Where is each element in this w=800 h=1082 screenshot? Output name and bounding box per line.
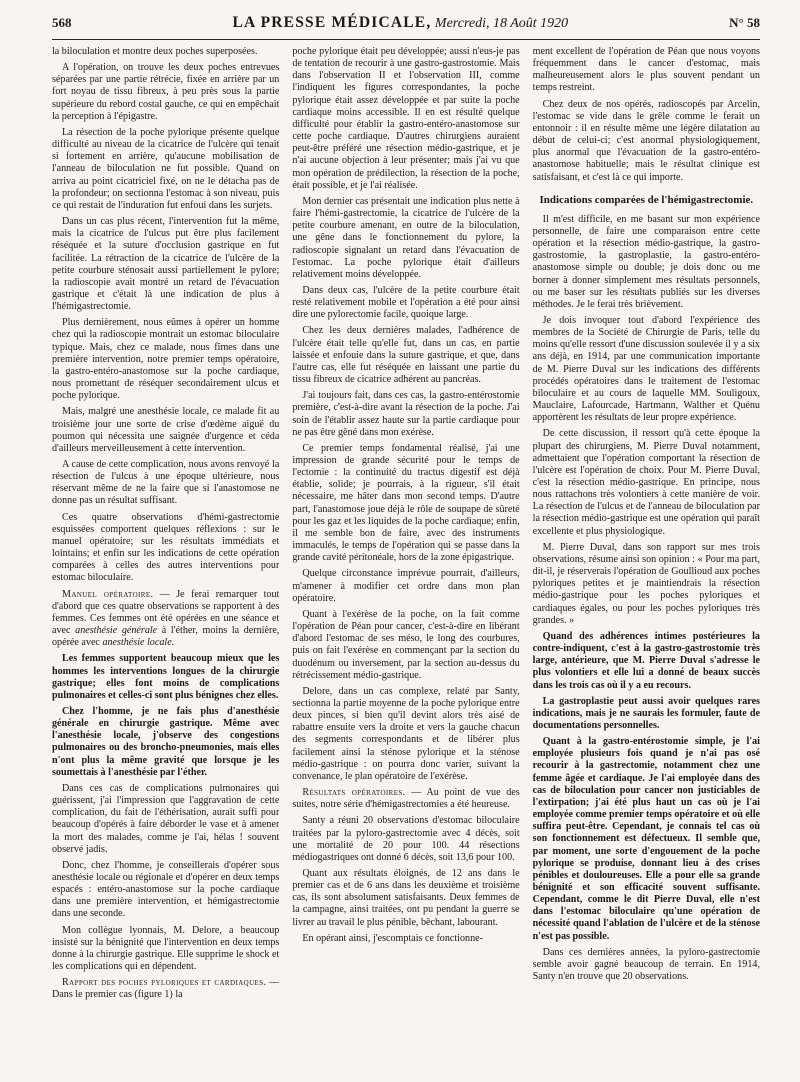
- subsection-label: Résultats opératoires.: [302, 787, 406, 799]
- paragraph: Il m'est difficile, en me basant sur mon expérience personnelle, de faire une comparaison entre cette opération et la résection médio-gastrique, la gastro-gastrostomie, la gastroplastie, la gastro-entéro-anastomose simple ou double; je dois donc ou me borner à donner simplement mes résultats personnels, ou me baser sur les résultats publiés sur les diverses méthodes. Je le ferai très brièvement.: [532, 213, 760, 310]
- text-run: — Dans le premier cas (figure 1) la: [52, 977, 280, 1001]
- journal-title: LA PRESSE MÉDICALE,: [232, 14, 432, 31]
- paragraph: Chez les deux dernières malades, l'adhérence de l'ulcère était telle qu'elle fut, dans un cas, en partie laissée et enfouie dans la suture gastrique, et que, dans l'autre cas, elle fut réséquée en laissant une partie du tissu fibreux de cicatrice adhérent au pancréas.: [292, 325, 520, 386]
- text-run: à l'éther, moins la dernière, opérée avec: [52, 625, 280, 649]
- paragraph: Ce premier temps fondamental réalisé, j'ai une impression de grande sécurité pour le temps de l'ectomie : la continuité du tractus digestif est déjà établie, solide; je pourrais, à la rigueur, s'il était nécessaire, me hâter dans mon second temps. D'autre part, l'anastomose joue déjà le rôle de soupape de sûreté pour les gaz et les liquides de la poche cardiaque; enfin, il me semble bon de faire, avec des instruments immaculés, le temps de l'opération qui se passe dans la grande cavité péritonéale, hors de la zone épigastrique.: [292, 442, 520, 564]
- paragraph: Dans ces cas de complications pulmonaires qui guérissent, j'ai l'impression que l'aggravation de cette complication, du fait de l'éthérisation, aurait suffi pour beaucoup d'opérés à faire déborder le vase et à amener la mort des malades, comme je l'ai, hélas ! souvent observé jadis.: [52, 782, 280, 855]
- paragraph: Donc, chez l'homme, je conseillerais d'opérer sous anesthésie locale ou régionale et d'opérer en deux temps espacés : entéro-anastomose sur la poche cardiaque dans une première intervention, et hémigastrectomie dans une seconde.: [52, 859, 280, 920]
- paragraph: Quant à la gastro-entérostomie simple, je l'ai employée plusieurs fois quand je n'ai pas osé recourir à la gastrectomie, notamment chez une femme âgée et cardiaque. Je l'ai employée dans des cas de biloculation pour cancer non justiciables de l'extirpation; j'ai été plus haut un cas où je l'ai employée comme premier temps opératoire et où elle suffira peut-être. Cependant, je connais tel cas où son fonctionnement est défectueux. Il semble que, par moment, une sorte d'engouement de la poche pylorique se produise, donnant lieu à des crises pénibles et douloureuses. Elle a pour elle sa grande bénignité et son efficacité souvent suffisante. Cependant, comme le dit Pierre Duval, elle n'est dans l'estomac biloculaire qu'une opération de nécessité quand l'ablation de l'ulcère et de la sténose n'est pas possible.: [532, 736, 760, 942]
- paragraph: De cette discussion, il ressort qu'à cette époque la plupart des chirurgiens, M. Pierre Duval notamment, admettaient que l'opération comportant la résection de l'ulcère est l'opération de choix. Pour M. Pierre Duval, c'est la résection médio-gastrique. En principe, nous nous rattachons très volontiers à cette manière de voir. La résection de l'ulcus et de l'anneau de biloculation par la résection médio-gastrique est une opération qui paraît excellente et plus physiologique.: [532, 428, 760, 537]
- subsection-label: Manuel opératoire.: [62, 588, 154, 600]
- emphasis: anesthésie générale: [75, 625, 158, 637]
- paragraph: Dans ces dernières années, la pyloro-gastrectomie semble avoir gagné beaucoup de terrain. En 1914, Santy n'en trouve que 20 observations.: [532, 946, 760, 983]
- paragraph: En opérant ainsi, j'escomptais ce fonctionne-: [302, 932, 483, 944]
- paragraph: M. Pierre Duval, dans son rapport sur mes trois observations, résume ainsi son opinion : « Pour ma part, dit-il, je réserverais l'opération de Goullioud aux poches pyloriques petites et je maintiendrais la résection médio-gastrique pour les poches pyloriques et cardiaques égales, ou pour les poches pyloriques très grandes. »: [532, 541, 760, 626]
- section-heading: Indications comparées de l'hémigastrectomie.: [539, 193, 754, 206]
- column-2: [292, 46, 519, 1072]
- paragraph: la biloculation et montre deux poches superposées.: [52, 46, 258, 57]
- issue-date: Mercredi, 18 Août 1920: [434, 16, 569, 31]
- paragraph: A l'opération, on trouve les deux poches entrevues séparées par une partie rétrécie, fixée en arrière par un fort noyau de tissu fibreux, à peu près sous la partie supérieure du rebord costal gauche, ce qui en empêchait la perception à l'épigastre.: [52, 62, 280, 122]
- paragraph: Chez deux de nos opérés, radioscopés par Arcelin, l'estomac se vide dans le grêle comme le ferait un entonnoir : il en résulte même une légère dilatation au début de celui-ci; c'est anormal physiologiquement, plus anormal que l'évacuation de la gastro-entéro-anastomose habituelle; mais le résultat clinique est satisfaisant, et c'est là ce qui importe.: [532, 98, 760, 183]
- paragraph: Dans un cas plus récent, l'intervention fut la même, mais la cicatrice de l'ulcus put être plus facilement réséquée et la suture d'occlusion gastrique en fut facilitée. La rétraction de la cicatrice de l'ulcère de la petite courbure sténosait aussi partiellement le pylore; la radioscopie avait montré un retard de l'évacuation gastrique et c'était là une indication de plus à l'hémigastrectomie.: [52, 216, 280, 313]
- issue-number: N° 58: [729, 15, 760, 30]
- paragraph: Quelque circonstance imprévue pourrait, d'ailleurs, m'amener à modifier cet ordre dans mon plan opératoire.: [292, 568, 520, 604]
- paragraph: Mais, malgré une anesthésie locale, ce malade fit au troisième jour une sorte de crise d'œdème aiguë du poumon qui nécessita une saignée d'urgence et céda d'ailleurs merveilleusement à cette intervention.: [52, 406, 280, 454]
- paragraph: Quand des adhérences intimes postérieures la contre-indiquent, c'est à la gastro-gastrostomie très large, antérieure, que M. Pierre Duval s'adresse le plus volontiers et elle lui a donné de beaux succès dans les trois cas où il y a eu recours.: [532, 630, 760, 691]
- paragraph: Plus dernièrement, nous eûmes à opérer un homme chez qui la radioscopie montrait un estomac biloculaire typique. Mais, chez ce malade, nous fîmes dans une première intervention, notre premier temps opératoire, la gastro-entéro-anastomose sur la poche cardiaque, nous promettant de réséquer secondairement ulcus et poche pylorique.: [52, 317, 280, 402]
- column-3: [533, 46, 760, 1072]
- page-header: [52, 14, 760, 40]
- text-run: — Au point de vue des suites, notre série d'hémigastrectomies a été heureuse.: [292, 787, 520, 811]
- paragraph: Quant aux résultats éloignés, de 12 ans dans le premier cas et de 6 ans dans les deuxième et troisième cas, ils sont absolument satisfaisants. Deux femmes de la campagne, ainsi traitées, ont pu pendant la guerre se livrer au travail le plus pénible, bêchant, labourant.: [292, 868, 520, 928]
- page-number: 568: [52, 15, 72, 30]
- paragraph: Je dois invoquer tout d'abord l'expérience des membres de la Société de Chirurgie de Paris, telle du moins qu'elle ressort d'une discussion soulevée il y a six ans déjà, en 1914, par une communication importante de M. Pierre Duval sur les indications des différents procédés opératoires dans le traitement de l'estomac biloculaire et au cours de laquelle MM. Souligoux, Mauclaire, Lafourcade, Hartmann, Walther et Quénu apportèrent les résultats de leur propre expérience.: [532, 314, 760, 424]
- paragraph: La résection de la poche pylorique présente quelque difficulté au niveau de la cicatrice de l'ulcère qui tenait si fortement en arrière, qu'aucune mobilisation de l'anneau de biloculation ne fut possible. Quand on arriva au point cicatriciel fixé, on ne le détacha pas de la profondeur; on sectionna l'estomac à son niveau, puis ce qui restait de l'induration fut enfoui dans les surjets.: [52, 126, 280, 211]
- paragraph: Mon collègue lyonnais, M. Delore, a beaucoup insisté sur la bénignité que l'intervention en deux temps donne à la chirurgie gastrique. Elle supprime le shock et les complications qui en dépendent.: [52, 924, 280, 973]
- paragraph: J'ai toujours fait, dans ces cas, la gastro-entérostomie première, c'est-à-dire avant la résection de la poche. J'ai soin de l'établir assez haute sur la partie cardiaque pour ne pas être gêné dans mon exérèse.: [292, 390, 520, 438]
- subsection-label: Rapport des poches pyloriques et cardiaques.: [62, 977, 267, 989]
- column-1: [52, 46, 279, 1072]
- paragraph: [52, 977, 279, 1001]
- emphasis: anesthésie locale.: [102, 637, 175, 649]
- paragraph: A cause de cette complication, nous avons renvoyé la résection de l'ulcus à une époque ultérieure, nous réservant même de ne la faire que si l'anastomose ne donne pas un résultat suffisant.: [52, 459, 280, 507]
- paragraph: Mon dernier cas présentait une indication plus nette à faire l'hémi-gastrectomie, la cicatrice de l'ulcère de la petite courbure amenant, en outre de la biloculation, une gêne dans le fonctionnement du pylore, la radioscopie signalant un retard dans l'évacuation de l'estomac. La poche pylorique était d'ailleurs relativement moins développée.: [292, 195, 520, 280]
- paragraph: [52, 589, 279, 650]
- paragraph: Ces quatre observations d'hémi-gastrectomie esquissées comportent quelques réflexions : sur le manuel opératoire; sur les résultats immédiats et lointains; et enfin sur les indications de cette opération comparées à celles des autres interventions pour estomac biloculaire.: [52, 511, 280, 584]
- paragraph: Delore, dans un cas complexe, relaté par Santy, sectionna la partie moyenne de la poche pylorique entre deux pinces, si bien qu'il devint alors très aisé de rabattre ensuite vers la droite et vers la gauche chacun des segments correspondants et de libérer plus facilement ainsi la sténose pylorique et la sténose médio-gastrique : on pourra donc varier, suivant la convenance, le plan opératoire de l'exérèse.: [292, 685, 520, 782]
- masthead: [232, 14, 568, 32]
- paragraph: [292, 787, 519, 811]
- paragraph: Quant à l'exérèse de la poche, on la fait comme l'opération de Péan pour cancer, c'est-à-dire en libérant d'abord l'estomac de ses méso, le long des courbures, puis on fait l'exérèse en commençant par la section du duodénum ou inversement, par la section au-dessus du rétrécissement médio-gastrique.: [292, 608, 520, 681]
- paragraph: La gastroplastie peut aussi avoir quelques rares indications, mais je ne saurais les formuler, faute de documentations personnelles.: [532, 695, 760, 731]
- text-run: — Je ferai remarquer tout d'abord que ces quatre observations se rapportent à des femmes. Ces femmes ont été opérées en une séance et avec: [52, 588, 280, 637]
- paragraph: ment excellent de l'opération de Péan que nous voyons fréquemment dans le cancer d'estomac, mais malheureusement alors le plus souvent pendant un temps restreint.: [532, 46, 760, 94]
- paragraph: poche pylorique était peu développée; aussi n'eus-je pas de tentation de recourir à une gastro-gastrostomie. Mais dans l'observation II et l'observation III, comme l'indiquent les figures correspondantes, la poche pylorique était assez développée et par suite la poche cardiaque moins accessible. Il en est résulté quelque difficulté pour établir la gastro-entéro-anastomose sur cette poche cardiaque. D'autres chirurgiens auraient peut-être préféré une résection médio-gastrique, et je n'ai aucune objection à leur présenter; mais j'ai vu que mon opération de prédilection, la résection de la poche, était possible, et je l'ai réalisée.: [292, 46, 520, 191]
- paragraph: Santy a réuni 20 observations d'estomac biloculaire traitées par la pyloro-gastrectomie avec 4 décès, soit une mortalité de 20 pour 100. 44 résections médiogastriques ont donné 6 décès, soit 13,6 pour 100.: [292, 815, 520, 863]
- paragraph: Dans deux cas, l'ulcère de la petite courbure était resté relativement mobile et l'opération a été pour ainsi dire une pylorectomie facile, quoique large.: [292, 284, 520, 321]
- paragraph: Les femmes supportent beaucoup mieux que les hommes les interventions longues de la chirurgie gastrique; elles font moins de complications pulmonaires et celles-ci sont plus bénignes chez elles.: [52, 653, 280, 701]
- article-columns: [52, 46, 760, 1072]
- paragraph: Chez l'homme, je ne fais plus d'anesthésie générale en chirurgie gastrique. Même avec l'anesthésie locale, j'observe des congestions pulmonaires ou des broncho-pneumonies, mais elles n'ont plus la même gravité que lorsque je les soumettais à l'anesthésie par l'éther.: [52, 705, 280, 778]
